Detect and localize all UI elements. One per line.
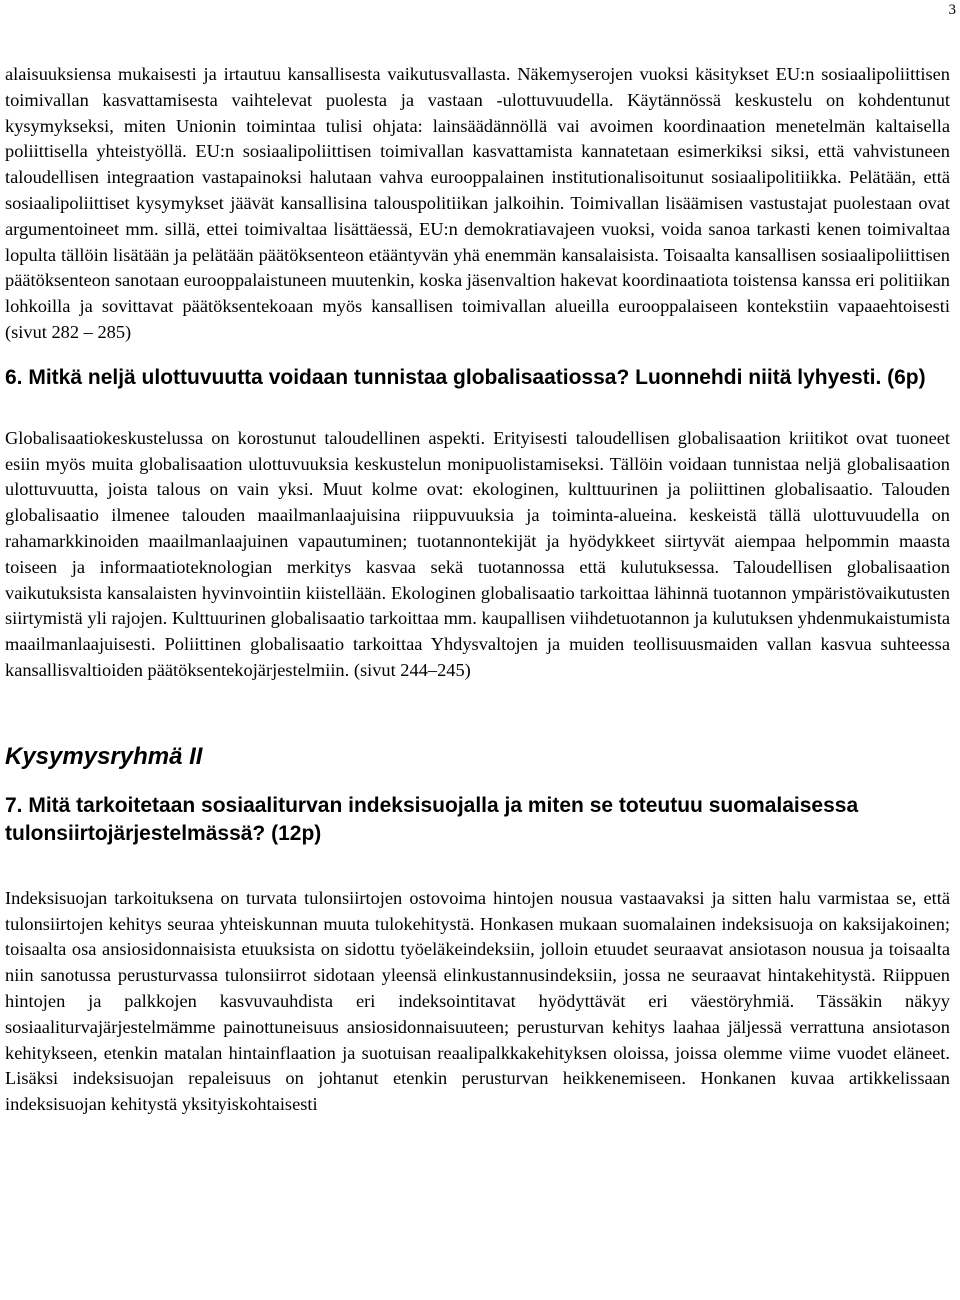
paragraph-globalisation: Globalisaatiokeskustelussa on korostunut taloudellinen aspekti. Erityisesti taloudellisen globalisaation kriitikot ovat tuoneet esiin myös muita globalisaation ulottuvuuksia keskustelun monipuolistamiseksi. Tällöin voidaan tunnistaa neljä globalisaation ulottuvuutta, joista talous on vain yksi. Muut kolme ovat: ekologinen, kulttuurinen ja poliittinen globalisaatio. Talouden globalisaatio ilmenee talouden maailmanlaajuisina riippuvuuksia ja toiminta-alueina. keskeistä tällä ulottuvuudella on rahamarkkinoiden maailmanlaajuinen vapautuminen; tuotannontekijät ja hyödykkeet siirtyvät aiempaa helpommin maasta toiseen ja informaatioteknologian merkitys kasvaa sekä tuotannossa että kulutuksessa. Taloudellisen globalisaation vaikutuksista kansalaisten hyvinvointiin kiistellään. Ekologinen globalisaatio tarkoittaa lähinnä tuotannon ympäristövaikutusten siirtymistä yli rajojen. Kulttuurinen globalisaatio tarkoittaa mm. kaupallisen viihdetuotannon ja kulutuksen yhdenmukaistumista maailmanlaajuisesti. Poliittinen globalisaatio tarkoittaa Yhdysvaltojen ja muiden teollisuusmaiden vallan kasvua suhteessa kansallisvaltioiden päätöksentekojärjestelmiin. (sivut 244–245) xyxy=(5,427,950,680)
page-number: 3 xyxy=(948,2,956,18)
paragraph-eu-social-policy: alaisuuksiensa mukaisesti ja irtautuu kansallisesta vaikutusvallasta. Näkemyserojen vuoksi käsitykset EU:n sosiaalipoliittisen toimivallan kasvattamisesta vaihtelevat puolesta ja vastaan -ulottuvuudella. Käytännössä keskustelu on kohdentunut kysymykseksi, miten Unionin toimintaa tulisi ohjata: lainsäädännöllä vai avoimen koordinaation menetelmän kaltaisella poliittisella yhteistyöllä. EU:n sosiaalipoliittisen toimivallan kasvattamista kannatetaan esimerkiksi siksi, että vahvistuneen taloudellisen integraation vastapainoksi halutaan vahva eurooppalainen institutionalisoitunut sosiaalipolitiikka. Pelätään, että sosiaalipoliittiset kysymykset jäävät kansallisina talouspolitiikan jalkoihin. Toimivallan lisäämisen vastustajat puolestaan ovat argumentoineet mm. sillä, ettei toimivaltaa lisättäessä, EU:n demokratiavajeen vuoksi, voida sanoa tarkasti kenen toimivaltaa lopulta tällöin lisätään ja pelätään päätöksenteon etääntyvän yhä enemmän kansalaisista. Toisaalta kansallisen sosiaalipoliittisen päätöksenteon sanotaan eurooppalaistuneen muutenkin, koska jäsenvaltion hakevat koordinaatiota toistensa kanssa eri politiikan lohkoilla ja sovittavat päätöksentekoaan myös kansallisen toimivallan alueilla eurooppalaiseen kontekstiin vapaaehtoisesti (sivut 282 – 285) xyxy=(5,64,950,342)
question-group-title: Kysymysryhmä II xyxy=(5,742,203,770)
paragraph-index-protection: Indeksisuojan tarkoituksena on turvata tulonsiirtojen ostovoima hintojen nousua vastaavaksi ja sitten halu varmistaa se, että tulonsiirtojen kehitys seuraa yhteiskunnan muuta tulokehitystä. Honkasen mukaan suomalainen indeksisuoja on kaksijakoinen; toisaalta osa ansiosidonnaisista etuuksista on sidottu työeläkeindeksiin, jolloin etuudet seuraavat ansiotason nousua ja toisaalta niin sanotussa perusturvassa tulonsiirrot sidotaan yleensä elinkustannusindeksiin, jossa ne seuraavat hintakehitystä. Riippuen hintojen ja palkkojen kasvuvauhdista eri indeksointitavat hyödyttävät eri väestöryhmiä. Tässäkin näkyy sosiaaliturvajärjestelmämme painottuneisuus ansiosidonnaisuuteen; perusturvan kehitys laahaa jäljessä verrattuna ansiotason kehitykseen, etenkin matalan hintainflaation ja suotuisan reaalipalkkakehityksen oloissa, joissa olemme viime vuodet eläneet. Lisäksi indeksisuojan repaleisuus on johtanut etenkin perusturvan heikkenemiseen. Honkanen kuvaa artikkelissaan indeksisuojan kehitystä yksityiskohtaisesti xyxy=(5,887,950,1115)
question-6-heading: 6. Mitkä neljä ulottuvuutta voidaan tunnistaa globalisaatiossa? Luonnehdi niitä lyhyesti. (6p) xyxy=(5,365,926,389)
document-page xyxy=(5,62,950,1118)
question-7-heading: 7. Mitä tarkoitetaan sosiaaliturvan indeksisuojalla ja miten se toteutuu suomalaisessa tulonsiirtojärjestelmässä? (12p) xyxy=(5,793,859,845)
